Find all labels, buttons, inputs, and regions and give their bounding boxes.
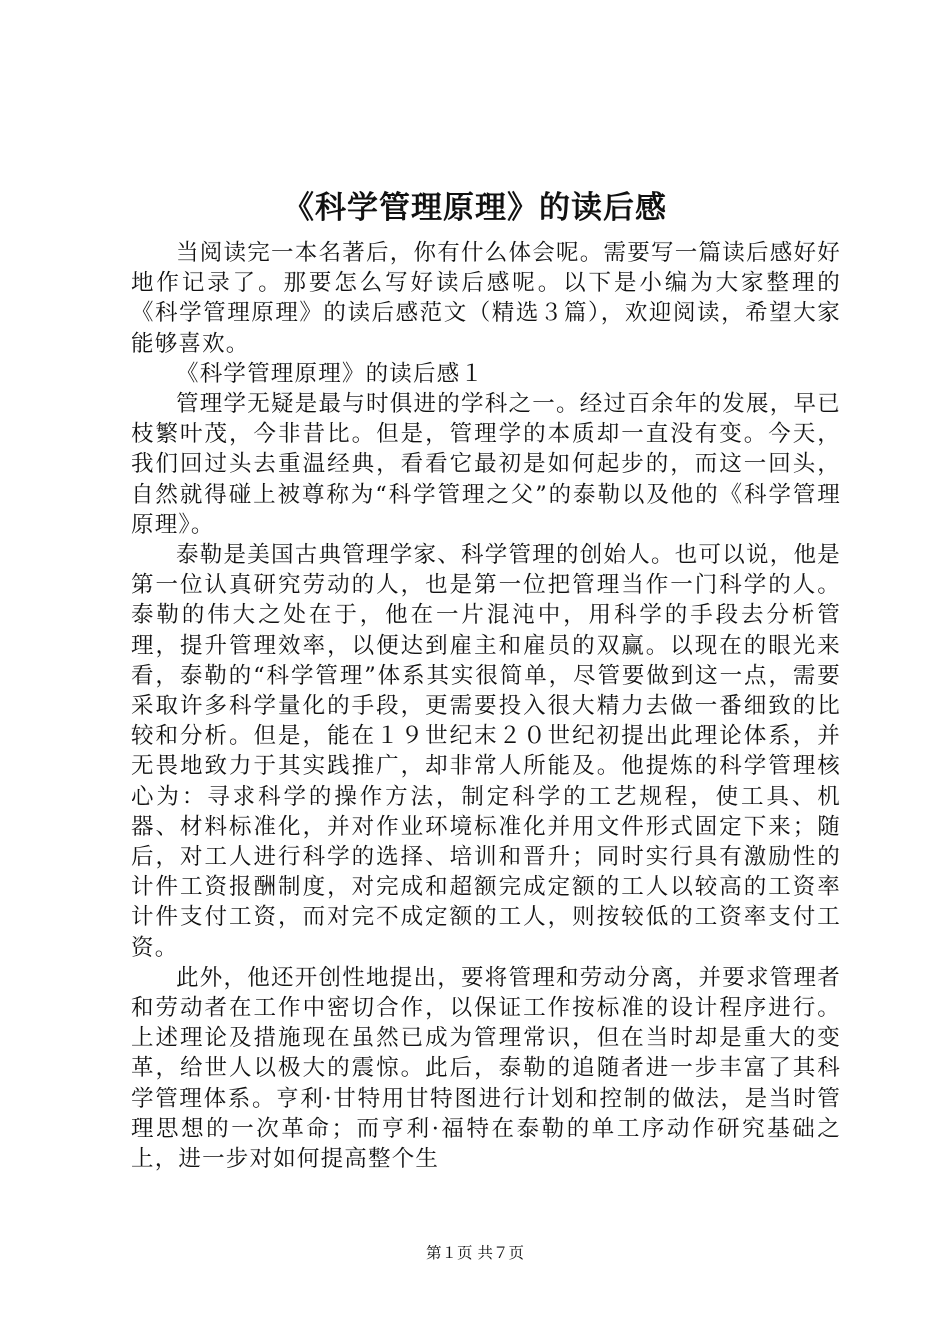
section-heading: 《科学管理原理》的读后感１ xyxy=(176,360,485,387)
body-paragraph-3: 此外，他还开创性地提出，要将管理和劳动分离，并要求管理者和劳动者在工作中密切合作，以保证工作按标准的设计程序进行。上述理论及措施现在虽然已成为管理常识，但在当时却是重大的变革，给世人以极大的震惊。此后，泰勒的追随者进一步丰富了其科学管理体系。亨利·甘特用甘特图进行计划和控制的做法，是当时管理思想的一次革命；而亨利·福特在泰勒的单工序动作研究基础之上，进一步对如何提高整个生 xyxy=(131,964,841,1173)
body-paragraph-2: 泰勒是美国古典管理学家、科学管理的创始人。也可以说，他是第一位认真研究劳动的人，也是第一位把管理当作一门科学的人。泰勒的伟大之处在于，他在一片混沌中，用科学的手段去分析管理，提升管理效率，以便达到雇主和雇员的双赢。以现在的眼光来看，泰勒的“科学管理”体系其实很简单，尽管要做到这一点，需要采取许多科学量化的手段，更需要投入很大精力去做一番细致的比较和分析。但是，能在１９世纪末２０世纪初提出此理论体系，并无畏地致力于其实践推广，却非常人所能及。他提炼的科学管理核心为：寻求科学的操作方法，制定科学的工艺规程，使工具、机器、材料标准化，并对作业环境标准化并用文件形式固定下来；随后，对工人进行科学的选择、培训和晋升；同时实行具有激励性的计件工资报酬制度，对完成和超额完成定额的工人以较高的工资率计件支付工资，而对完不成定额的工人，则按较低的工资率支付工资。 xyxy=(131,542,841,961)
page-footer: 第１页 共７页 xyxy=(426,1244,524,1262)
document-body xyxy=(131,238,841,1174)
document-title: 《科学管理原理》的读后感 xyxy=(283,190,667,226)
body-paragraph-1: 管理学无疑是最与时俱进的学科之一。经过百余年的发展，早已枝繁叶茂，今非昔比。但是，管理学的本质却一直没有变。今天，我们回过头去重温经典，看看它最初是如何起步的，而这一回头，自然就得碰上被尊称为“科学管理之父”的泰勒以及他的《科学管理原理》。 xyxy=(131,391,841,538)
intro-paragraph: 当阅读完一本名著后，你有什么体会呢。需要写一篇读后感好好地作记录了。那要怎么写好读后感呢。以下是小编为大家整理的《科学管理原理》的读后感范文（精选３篇），欢迎阅读，希望大家能够喜欢。 xyxy=(131,240,841,357)
